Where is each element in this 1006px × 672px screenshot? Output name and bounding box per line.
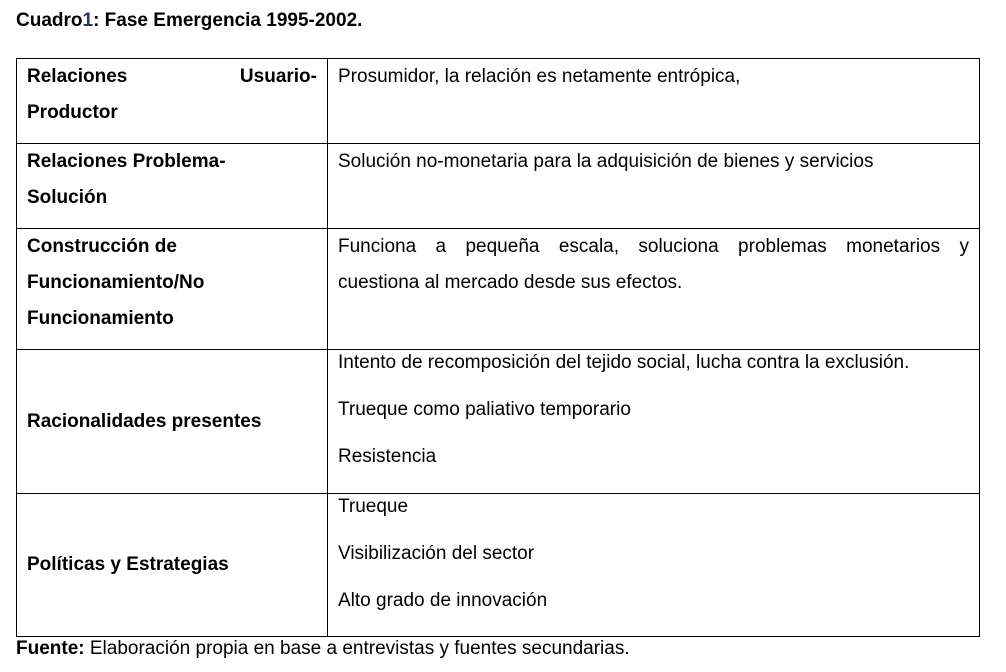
content-paragraph: Resistencia [338, 446, 437, 467]
content-paragraph: Alto grado de innovación [338, 590, 548, 611]
row-label [17, 350, 328, 494]
row-content [328, 494, 980, 637]
caption-prefix: Cuadro [16, 10, 83, 31]
row-label [17, 229, 328, 350]
row-content [328, 144, 980, 229]
row-content [328, 229, 980, 350]
content-line: Funciona a pequeña escala, soluciona problemas monetarios y [338, 236, 969, 257]
row-label-part: Relaciones [27, 66, 128, 87]
source-note [16, 637, 630, 661]
row-label-line: Construcción de [27, 236, 177, 257]
row-label-text: Racionalidades presentes [27, 410, 262, 432]
content-paragraph: Trueque [338, 496, 409, 517]
content-paragraph: Trueque como paliativo temporario [338, 399, 631, 420]
table-row [17, 350, 980, 494]
row-label-text: Políticas y Estrategias [27, 554, 229, 575]
phase-table [16, 58, 980, 637]
row-label-part: Usuario- [239, 66, 317, 87]
table-row [17, 144, 980, 229]
row-content [328, 350, 980, 494]
table-row [17, 229, 980, 350]
content-line: cuestiona al mercado desde sus efectos. [338, 272, 683, 293]
source-label: Fuente: [16, 638, 85, 659]
content-paragraph: Intento de recomposición del tejido social, lucha contra la exclusión. [338, 352, 910, 373]
content-line: Solución no-monetaria para la adquisición de bienes y servicios [338, 151, 874, 172]
table-caption [16, 9, 362, 33]
row-label-rest: Solución [27, 187, 108, 208]
row-label [17, 494, 328, 637]
row-label-line: Funcionamiento [27, 308, 174, 329]
content-line: Prosumidor, la relación es netamente entrópica, [338, 66, 741, 87]
row-label [17, 144, 328, 229]
row-label-rest: Productor [27, 102, 118, 123]
caption-title: : Fase Emergencia 1995-2002. [93, 10, 363, 31]
row-label-line: Funcionamiento/No [27, 272, 205, 293]
row-label-part: Relaciones Problema- [27, 151, 226, 172]
caption-number: 1 [82, 10, 94, 31]
row-content [328, 59, 980, 144]
content-paragraph: Visibilización del sector [338, 543, 535, 564]
table-row [17, 59, 980, 144]
row-label [17, 59, 328, 144]
source-text: Elaboración propia en base a entrevistas y fuentes secundarias. [84, 638, 630, 659]
table-row [17, 494, 980, 637]
